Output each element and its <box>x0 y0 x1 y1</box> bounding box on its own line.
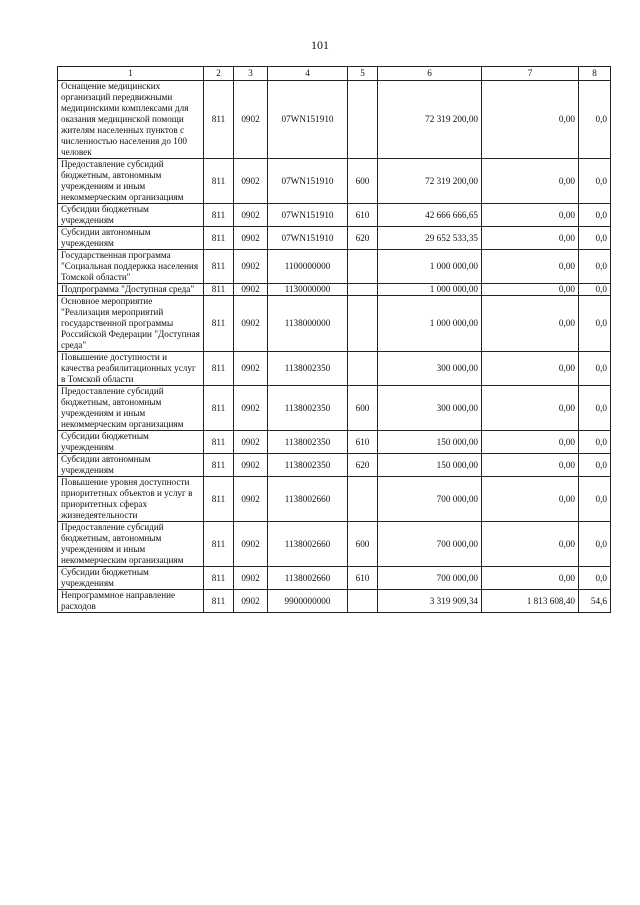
row-column-3-cell: 0902 <box>234 227 268 250</box>
column-header-1: 1 <box>58 67 204 81</box>
row-column-6-cell: 700 000,00 <box>378 567 482 590</box>
row-column-6-cell: 700 000,00 <box>378 522 482 567</box>
row-column-7-cell: 1 813 608,40 <box>482 590 579 613</box>
row-column-6-cell: 1 000 000,00 <box>378 296 482 352</box>
row-name-cell: Основное мероприятие "Реализация мероприятий государственной программы Российской Федерации "Доступная среда" <box>58 296 204 352</box>
row-column-6-cell: 42 666 666,65 <box>378 204 482 227</box>
row-column-2-cell: 811 <box>204 159 234 204</box>
row-column-3-cell: 0902 <box>234 296 268 352</box>
row-name-cell: Субсидии автономным учреждениям <box>58 227 204 250</box>
column-header-7: 7 <box>482 67 579 81</box>
row-name-cell: Предоставление субсидий бюджетным, автономным учреждениям и иным некоммерческим организациям <box>58 159 204 204</box>
row-column-5-cell: 620 <box>348 454 378 477</box>
row-column-6-cell: 150 000,00 <box>378 431 482 454</box>
row-name-cell: Предоставление субсидий бюджетным, автономным учреждениям и иным некоммерческим организациям <box>58 386 204 431</box>
row-column-3-cell: 0902 <box>234 522 268 567</box>
row-column-4-cell: 1138002660 <box>268 477 348 522</box>
row-column-3-cell: 0902 <box>234 477 268 522</box>
row-column-7-cell: 0,00 <box>482 81 579 159</box>
row-column-3-cell: 0902 <box>234 454 268 477</box>
row-column-8-cell: 0,0 <box>579 81 611 159</box>
row-column-7-cell: 0,00 <box>482 567 579 590</box>
row-column-8-cell: 0,0 <box>579 352 611 386</box>
row-column-2-cell: 811 <box>204 454 234 477</box>
row-column-8-cell: 0,0 <box>579 250 611 284</box>
row-column-7-cell: 0,00 <box>482 454 579 477</box>
column-header-2: 2 <box>204 67 234 81</box>
row-column-4-cell: 1100000000 <box>268 250 348 284</box>
table-body <box>58 81 611 613</box>
row-column-4-cell: 07WN151910 <box>268 204 348 227</box>
row-column-2-cell: 811 <box>204 296 234 352</box>
row-column-7-cell: 0,00 <box>482 159 579 204</box>
row-column-4-cell: 1138002660 <box>268 522 348 567</box>
row-column-6-cell: 1 000 000,00 <box>378 284 482 296</box>
row-name-cell: Субсидии бюджетным учреждениям <box>58 567 204 590</box>
row-column-4-cell: 07WN151910 <box>268 159 348 204</box>
row-name-cell: Предоставление субсидий бюджетным, автономным учреждениям и иным некоммерческим организациям <box>58 522 204 567</box>
column-header-3: 3 <box>234 67 268 81</box>
row-name-cell: Повышение доступности и качества реабилитационных услуг в Томской области <box>58 352 204 386</box>
row-column-5-cell: 600 <box>348 522 378 567</box>
table-row <box>58 590 611 613</box>
row-column-4-cell: 9900000000 <box>268 590 348 613</box>
row-column-6-cell: 150 000,00 <box>378 454 482 477</box>
row-column-8-cell: 0,0 <box>579 454 611 477</box>
row-column-4-cell: 1138002350 <box>268 352 348 386</box>
row-column-2-cell: 811 <box>204 227 234 250</box>
row-column-7-cell: 0,00 <box>482 250 579 284</box>
row-column-6-cell: 1 000 000,00 <box>378 250 482 284</box>
row-column-8-cell: 0,0 <box>579 204 611 227</box>
row-column-6-cell: 72 319 200,00 <box>378 81 482 159</box>
row-column-6-cell: 29 652 533,35 <box>378 227 482 250</box>
row-name-cell: Подпрограмма "Доступная среда" <box>58 284 204 296</box>
row-column-3-cell: 0902 <box>234 352 268 386</box>
table-row <box>58 250 611 284</box>
row-column-3-cell: 0902 <box>234 250 268 284</box>
row-column-7-cell: 0,00 <box>482 284 579 296</box>
row-column-5-cell <box>348 352 378 386</box>
row-name-cell: Повышение уровня доступности приоритетных объектов и услуг в приоритетных сферах жизнедеятельности <box>58 477 204 522</box>
row-column-2-cell: 811 <box>204 204 234 227</box>
row-name-cell: Оснащение медицинских организаций передвижными медицинскими комплексами для оказания медицинской помощи жителям населенных пунктов с численностью населения до 100 человек <box>58 81 204 159</box>
table-row <box>58 522 611 567</box>
row-column-7-cell: 0,00 <box>482 296 579 352</box>
row-column-6-cell: 300 000,00 <box>378 352 482 386</box>
row-column-5-cell: 600 <box>348 159 378 204</box>
row-column-6-cell: 300 000,00 <box>378 386 482 431</box>
row-column-8-cell: 0,0 <box>579 567 611 590</box>
row-column-4-cell: 07WN151910 <box>268 81 348 159</box>
row-name-cell: Субсидии бюджетным учреждениям <box>58 431 204 454</box>
row-column-4-cell: 1138002350 <box>268 386 348 431</box>
row-column-8-cell: 0,0 <box>579 522 611 567</box>
column-header-6: 6 <box>378 67 482 81</box>
budget-table <box>57 66 611 613</box>
row-column-2-cell: 811 <box>204 250 234 284</box>
row-column-8-cell: 0,0 <box>579 477 611 522</box>
table-row <box>58 159 611 204</box>
row-column-6-cell: 72 319 200,00 <box>378 159 482 204</box>
row-column-7-cell: 0,00 <box>482 431 579 454</box>
row-column-2-cell: 811 <box>204 431 234 454</box>
table-row <box>58 431 611 454</box>
row-column-3-cell: 0902 <box>234 567 268 590</box>
row-column-2-cell: 811 <box>204 81 234 159</box>
table-row <box>58 204 611 227</box>
row-column-2-cell: 811 <box>204 386 234 431</box>
row-column-6-cell: 3 319 909,34 <box>378 590 482 613</box>
table-row <box>58 81 611 159</box>
row-column-5-cell: 600 <box>348 386 378 431</box>
table-row <box>58 567 611 590</box>
row-column-5-cell <box>348 590 378 613</box>
row-column-7-cell: 0,00 <box>482 386 579 431</box>
row-column-5-cell: 610 <box>348 204 378 227</box>
row-column-5-cell: 610 <box>348 567 378 590</box>
row-column-5-cell <box>348 81 378 159</box>
row-column-4-cell: 07WN151910 <box>268 227 348 250</box>
row-column-3-cell: 0902 <box>234 81 268 159</box>
row-column-8-cell: 0,0 <box>579 159 611 204</box>
row-column-7-cell: 0,00 <box>482 522 579 567</box>
row-column-8-cell: 0,0 <box>579 431 611 454</box>
row-column-4-cell: 1138000000 <box>268 296 348 352</box>
row-column-4-cell: 1138002350 <box>268 431 348 454</box>
row-column-5-cell: 610 <box>348 431 378 454</box>
column-header-5: 5 <box>348 67 378 81</box>
row-column-8-cell: 0,0 <box>579 284 611 296</box>
row-column-5-cell <box>348 250 378 284</box>
table-row <box>58 352 611 386</box>
row-column-5-cell <box>348 284 378 296</box>
row-column-2-cell: 811 <box>204 284 234 296</box>
row-column-2-cell: 811 <box>204 352 234 386</box>
header-row <box>58 67 611 81</box>
row-column-7-cell: 0,00 <box>482 352 579 386</box>
row-column-7-cell: 0,00 <box>482 477 579 522</box>
row-column-2-cell: 811 <box>204 590 234 613</box>
row-column-5-cell <box>348 477 378 522</box>
column-header-8: 8 <box>579 67 611 81</box>
row-column-3-cell: 0902 <box>234 204 268 227</box>
table-row <box>58 227 611 250</box>
row-column-2-cell: 811 <box>204 477 234 522</box>
table-row <box>58 386 611 431</box>
table-row <box>58 477 611 522</box>
row-column-3-cell: 0902 <box>234 284 268 296</box>
row-column-2-cell: 811 <box>204 522 234 567</box>
row-column-4-cell: 1138002350 <box>268 454 348 477</box>
row-column-3-cell: 0902 <box>234 159 268 204</box>
row-name-cell: Субсидии автономным учреждениям <box>58 454 204 477</box>
row-column-8-cell: 0,0 <box>579 386 611 431</box>
row-column-8-cell: 0,0 <box>579 296 611 352</box>
row-column-8-cell: 0,0 <box>579 227 611 250</box>
table-row <box>58 454 611 477</box>
row-column-3-cell: 0902 <box>234 590 268 613</box>
row-column-5-cell: 620 <box>348 227 378 250</box>
row-name-cell: Субсидии бюджетным учреждениям <box>58 204 204 227</box>
row-column-7-cell: 0,00 <box>482 227 579 250</box>
row-column-4-cell: 1138002660 <box>268 567 348 590</box>
row-column-5-cell <box>348 296 378 352</box>
row-column-3-cell: 0902 <box>234 431 268 454</box>
row-column-8-cell: 54,6 <box>579 590 611 613</box>
row-name-cell: Государственная программа "Социальная поддержка населения Томской области" <box>58 250 204 284</box>
column-header-4: 4 <box>268 67 348 81</box>
page-number: 101 <box>311 38 329 52</box>
table-row <box>58 284 611 296</box>
row-column-4-cell: 1130000000 <box>268 284 348 296</box>
table-row <box>58 296 611 352</box>
row-column-7-cell: 0,00 <box>482 204 579 227</box>
row-column-3-cell: 0902 <box>234 386 268 431</box>
row-name-cell: Непрограммное направление расходов <box>58 590 204 613</box>
row-column-6-cell: 700 000,00 <box>378 477 482 522</box>
row-column-2-cell: 811 <box>204 567 234 590</box>
